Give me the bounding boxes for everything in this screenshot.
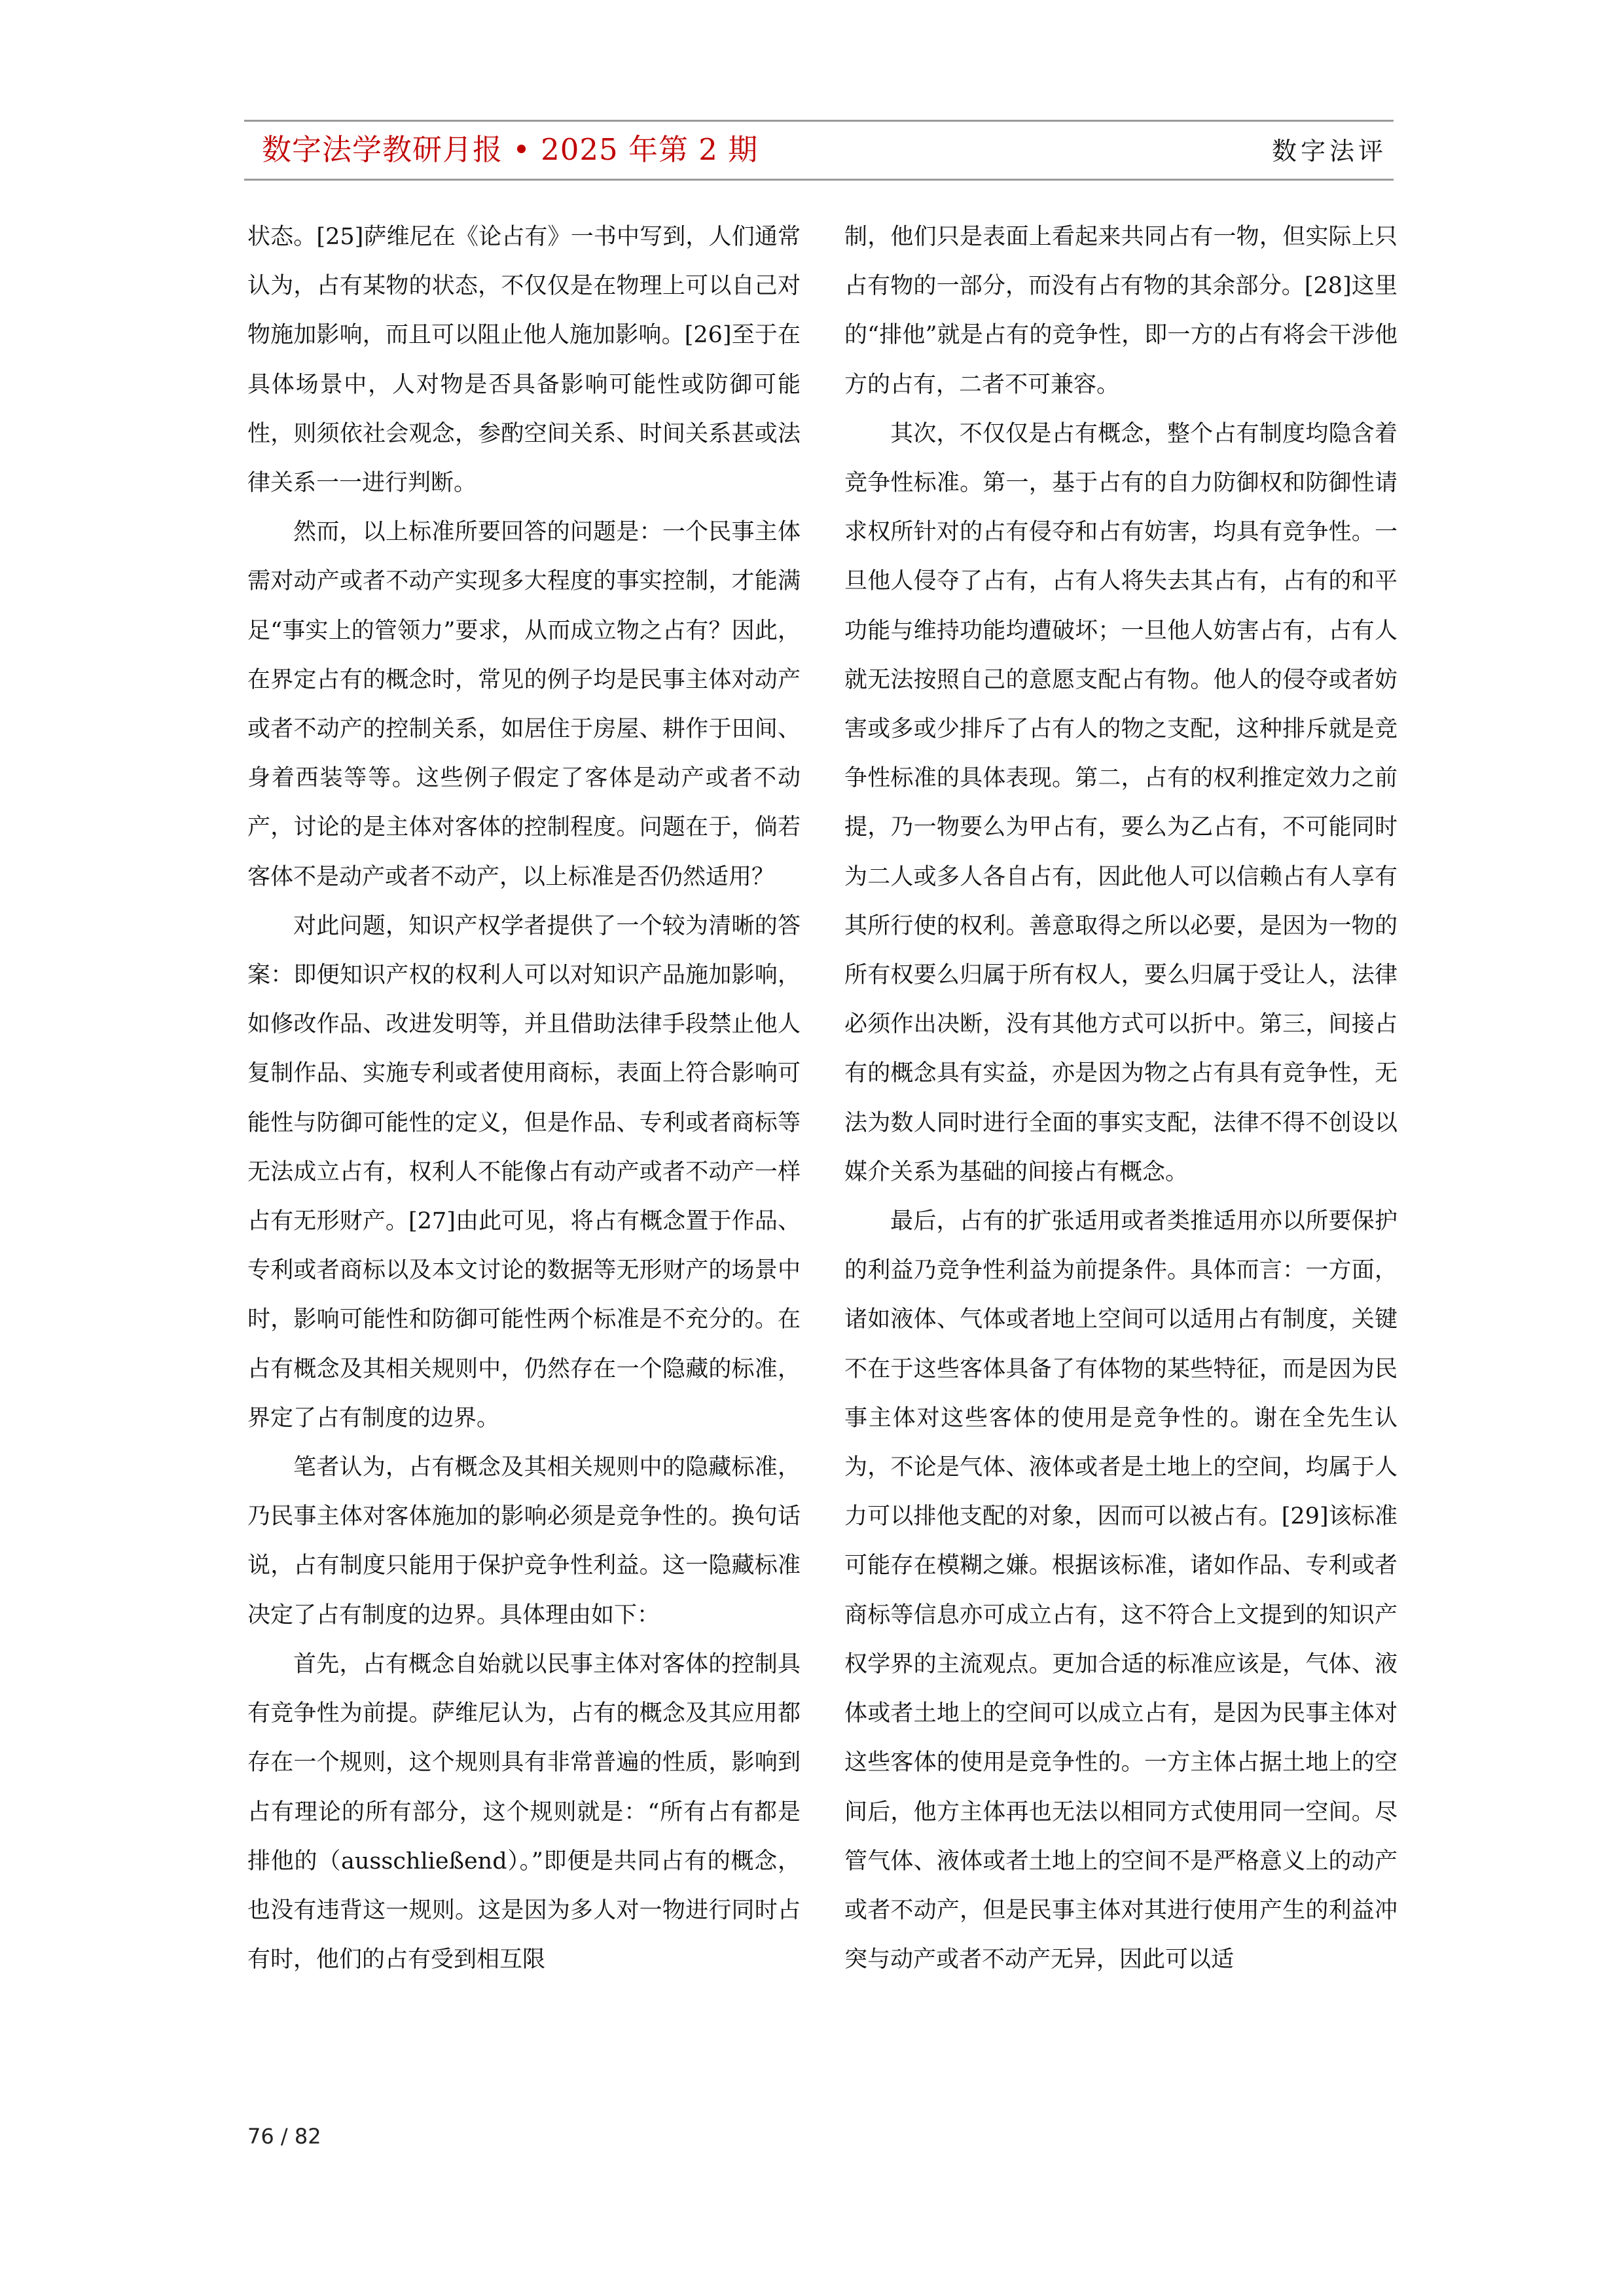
page-number: 76 / 82 [247,2124,321,2149]
left-column [247,213,801,2078]
paragraph: 对此问题，知识产权学者提供了一个较为清晰的答案：即便知识产权的权利人可以对知识产品施加影响，如修改作品、改进发明等，并且借助法律手段禁止他人复制作品、实施专利或者使用商标，表面上符合影响可能性与防御可能性的定义，但是作品、专利或者商标等无法成立占有，权利人不能像占有动产或者不动产一样占有无形财产。[27]由此可见，将占有概念置于作品、专利或者商标以及本文讨论的数据等无形财产的场景中时，影响可能性和防御可能性两个标准是不充分的。在占有概念及其相关规则中，仍然存在一个隐藏的标准，界定了占有制度的边界。 [247,912,801,1431]
paragraph: 笔者认为，占有概念及其相关规则中的隐藏标准，乃民事主体对客体施加的影响必须是竞争性的。换句话说，占有制度只能用于保护竞争性利益。这一隐藏标准决定了占有制度的边界。具体理由如下： [247,1454,801,1628]
paragraph: 状态。[25]萨维尼在《论占有》一书中写到，人们通常认为，占有某物的状态，不仅仅是在物理上可以自己对物施加影响，而且可以阻止他人施加影响。[26]至于在具体场景中，人对物是否具备影响可能性或防御可能性，则须依社会观念，参酌空间关系、时间关系甚或法律关系一一进行判断。 [247,224,801,497]
section-name: 数字法评 [1271,137,1387,166]
paragraph: 首先，占有概念自始就以民事主体对客体的控制具有竞争性为前提。萨维尼认为，占有的概念及其应用都存在一个规则，这个规则具有非常普遍的性质，影响到占有理论的所有部分，这个规则就是：“所有占有都是排他的（ausschließend）。”即便是共同占有的概念，也没有违背这一规则。这是因为多人对一物进行同时占有时，他们的占有受到相互限 [247,1651,801,1973]
journal-title: 数字法学教研月报 • 2025 年第 2 期 [262,132,759,167]
page-header [244,120,1394,181]
paragraph: 其次，不仅仅是占有概念，整个占有制度均隐含着竞争性标准。第一，基于占有的自力防御权和防御性请求权所针对的占有侵夺和占有妨害，均具有竞争性。一旦他人侵夺了占有，占有人将失去其占有，占有的和平功能与维持功能均遭破坏；一旦他人妨害占有，占有人就无法按照自己的意愿支配占有物。他人的侵夺或者妨害或多或少排斥了占有人的物之支配，这种排斥就是竞争性标准的具体表现。第二，占有的权利推定效力之前提，乃一物要么为甲占有，要么为乙占有，不可能同时为二人或多人各自占有，因此他人可以信赖占有人享有其所行使的权利。善意取得之所以必要，是因为一物的所有权要么归属于所有权人，要么归属于受让人，法律必须作出决断，没有其他方式可以折中。第三，间接占有的概念具有实益，亦是因为物之占有具有竞争性，无法为数人同时进行全面的事实支配，法律不得不创设以媒介关系为基础的间接占有概念。 [844,420,1398,1185]
paragraph: 制，他们只是表面上看起来共同占有一物，但实际上只占有物的一部分，而没有占有物的其余部分。[28]这里的“排他”就是占有的竞争性，即一方的占有将会干涉他方的占有，二者不可兼容。 [844,224,1398,398]
right-column [844,213,1398,2078]
paragraph: 然而，以上标准所要回答的问题是：一个民事主体需对动产或者不动产实现多大程度的事实控制，才能满足“事实上的管领力”要求，从而成立物之占有？因此，在界定占有的概念时，常见的例子均是民事主体对动产或者不动产的控制关系，如居住于房屋、耕作于田间、身着西装等等。这些例子假定了客体是动产或者不动产，讨论的是主体对客体的控制程度。问题在于，倘若客体不是动产或者不动产，以上标准是否仍然适用？ [247,519,801,890]
paragraph: 最后，占有的扩张适用或者类推适用亦以所要保护的利益乃竞争性利益为前提条件。具体而言：一方面，诸如液体、气体或者地上空间可以适用占有制度，关键不在于这些客体具备了有体物的某些特征，而是因为民事主体对这些客体的使用是竞争性的。谢在全先生认为，不论是气体、液体或者是土地上的空间，均属于人力可以排他支配的对象，因而可以被占有。[29]该标准可能存在模糊之嫌。根据该标准，诸如作品、专利或者商标等信息亦可成立占有，这不符合上文提到的知识产权学界的主流观点。更加合适的标准应该是，气体、液体或者土地上的空间可以成立占有，是因为民事主体对这些客体的使用是竞争性的。一方主体占据土地上的空间后，他方主体再也无法以相同方式使用同一空间。尽管气体、液体或者土地上的空间不是严格意义上的动产或者不动产，但是民事主体对其进行使用产生的利益冲突与动产或者不动产无异，因此可以适 [844,1208,1398,1973]
